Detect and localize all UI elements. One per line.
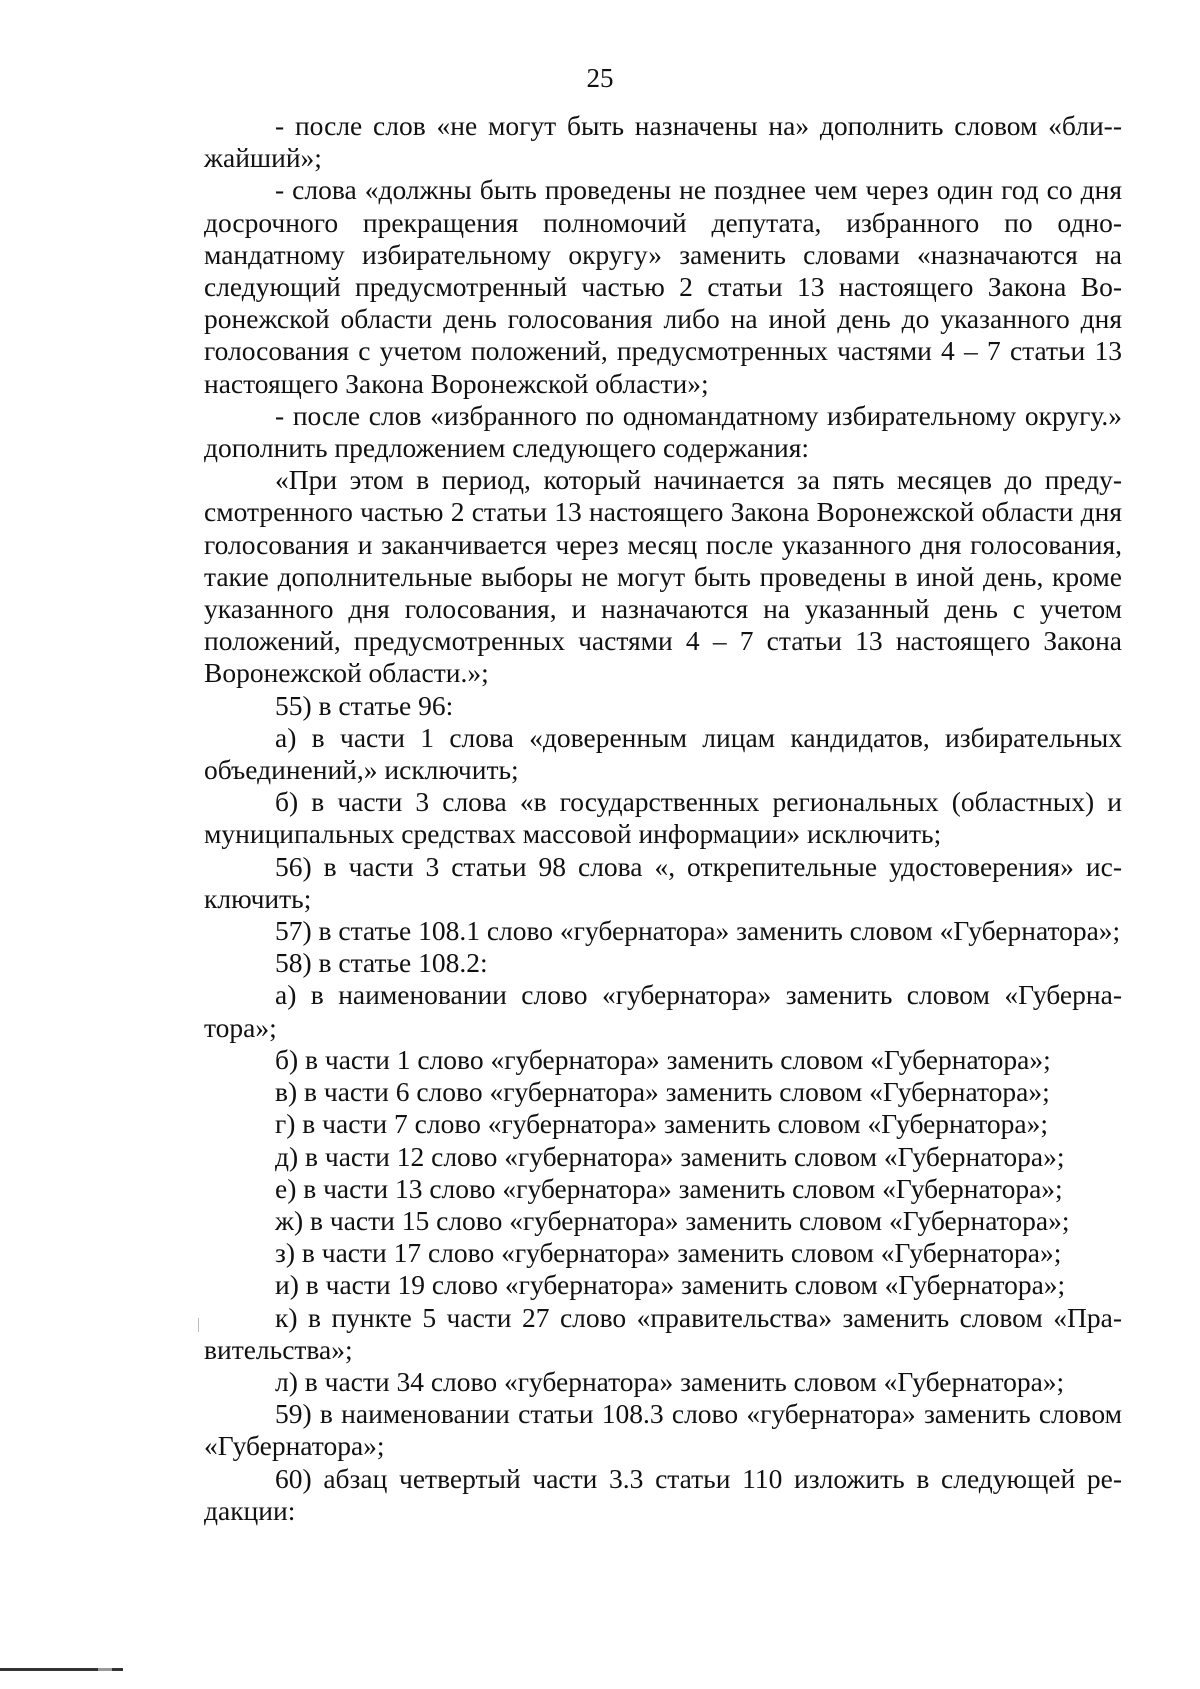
paragraph: - после слов «не могут быть назначены на» дополнить словом «бли-жайший»;	[204, 110, 1122, 174]
paragraph: д) в части 12 слово «губернатора» заменить словом «Губернатора»;	[275, 1140, 1065, 1172]
paragraph: е) в части 13 слово «губернатора» заменить словом «Губернатора»;	[275, 1172, 1063, 1204]
paragraph: г) в части 7 слово «губернатора» заменить словом «Губернатора»;	[275, 1108, 1049, 1140]
paragraph: и) в части 19 слово «губернатора» заменить словом «Губернатора»;	[275, 1269, 1066, 1301]
paragraph: к) в пункте 5 части 27 слово «правительства» заменить словом «Правительства»;	[204, 1301, 1122, 1365]
document-body	[204, 110, 1122, 1527]
paragraph: 60) абзац четвертый части 3.3 статьи 110 изложить в следующей редакции:	[204, 1462, 1122, 1526]
paragraph: б) в части 1 слово «губернатора» заменить словом «Губернатора»;	[275, 1043, 1051, 1075]
paragraph: а) в части 1 слова «доверенным лицам кандидатов, избирательных объединений,» исключить;	[204, 721, 1122, 786]
paragraph: в) в части 6 слово «губернатора» заменить словом «Губернатора»;	[275, 1076, 1050, 1108]
paragraph: - после слов «избранного по одномандатному избирательному округу.» дополнить предложением следующего содержания:	[204, 399, 1122, 464]
paragraph: 56) в части 3 статьи 98 слова «, открепительные удостоверения» исключить;	[204, 850, 1122, 914]
paragraph: л) в части 34 слово «губернатора» заменить словом «Губернатора»;	[275, 1365, 1065, 1397]
paragraph: 57) в статье 108.1 слово «губернатора» заменить словом «Губернатора»;	[275, 915, 1121, 947]
page-number: 25	[586, 63, 614, 93]
scan-artifact	[198, 1318, 199, 1332]
paragraph: з) в части 17 слово «губернатора» заменить словом «Губернатора»;	[275, 1237, 1062, 1269]
paragraph: ж) в части 15 слово «губернатора» заменить словом «Губернатора»;	[275, 1204, 1070, 1236]
paragraph: «При этом в период, который начинается за пять месяцев до предусмотренного частью 2 статьи 13 настоящего Закона Воронежской области дня голосования и заканчивается через месяц после указанного дня голосования, такие дополнительные выборы не могут быть проведены в иной день, кроме указанного дня голосования, и назначаются на указанный день с учетом положений, предусмотренных частями 4 – 7 статьи 13 настоящего Закона Воронежской области.»;	[204, 464, 1122, 689]
paragraph: - слова «должны быть проведены не позднее чем через один год со дня досрочного прекращения полномочий депутата, избранного по одномандатному избирательному округу» заменить словами «назначаются на следующий предусмотренный частью 2 статьи 13 настоящего Закона Воронежской области день голосования либо на иной день до указанного дня голосования с учетом положений, предусмотренных частями 4 – 7 статьи 13 настоящего Закона Воронежской области»;	[204, 174, 1122, 399]
paragraph: б) в части 3 слова «в государственных региональных (областных) и муниципальных средствах массовой информации» исключить;	[204, 786, 1122, 850]
scan-edge-mark	[0, 1668, 140, 1671]
paragraph: 59) в наименовании статьи 108.3 слово «губернатора» заменить словом «Губернатора»;	[204, 1398, 1122, 1462]
paragraph: 58) в статье 108.2:	[275, 947, 488, 979]
paragraph: а) в наименовании слово «губернатора» заменить словом «Губернатора»;	[204, 979, 1122, 1043]
paragraph: 55) в статье 96:	[275, 689, 454, 721]
